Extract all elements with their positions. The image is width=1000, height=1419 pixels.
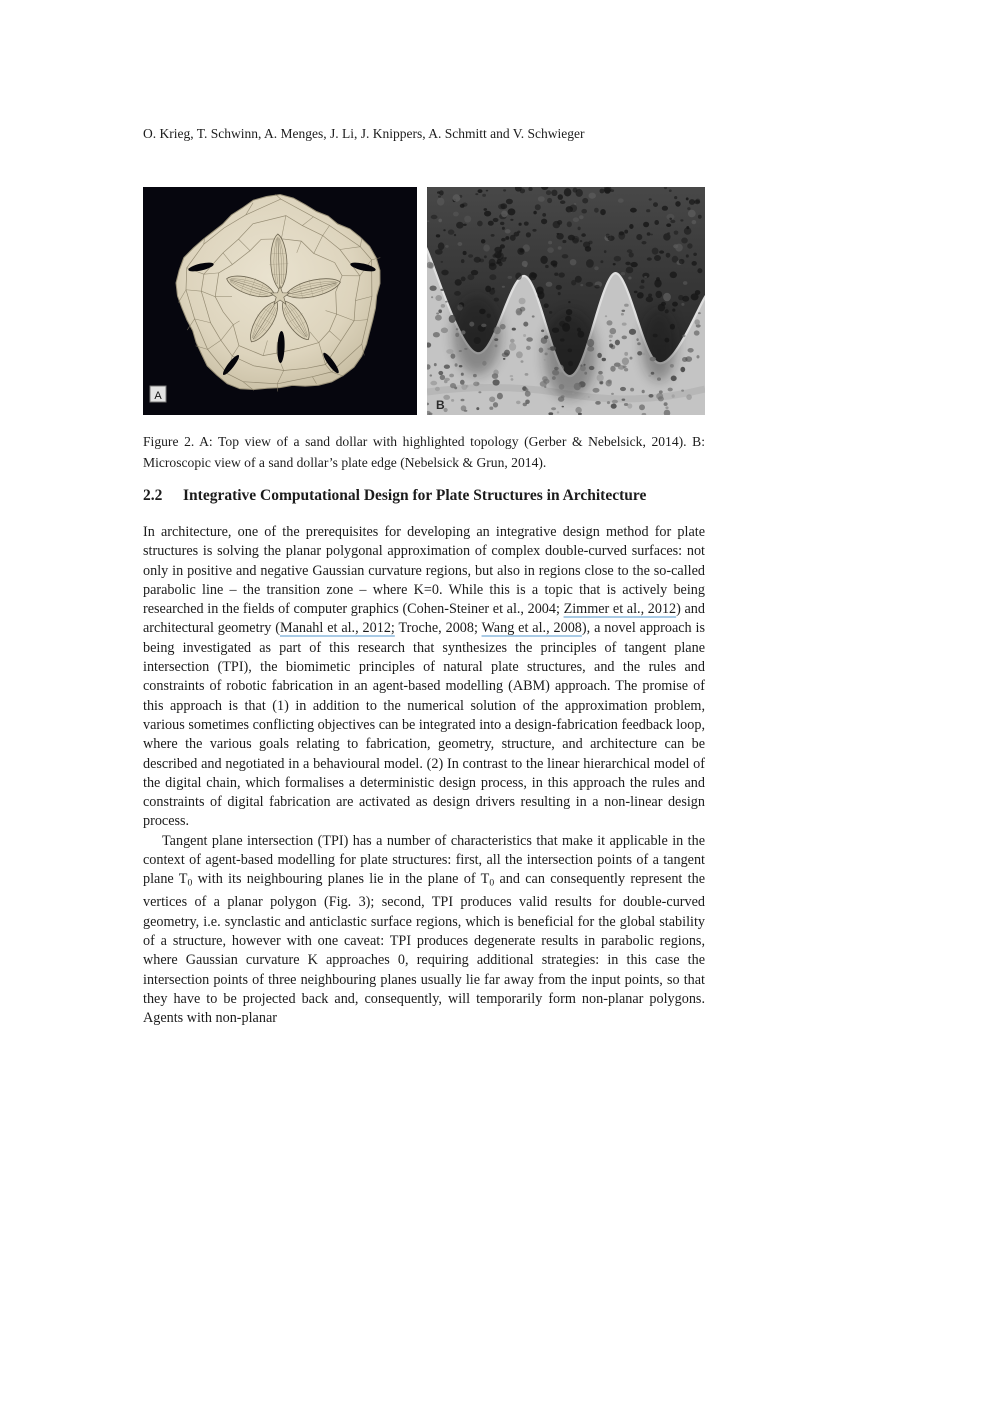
figure-2-panel-b-image — [427, 187, 705, 415]
paragraph-text: ) and architectural geometry ( — [143, 601, 705, 637]
paragraph-1 — [143, 523, 705, 832]
section-title: Integrative Computational Design for Plate Structures in Architecture — [183, 487, 647, 504]
body-text — [143, 523, 705, 1028]
subscript-t0: 0 — [489, 878, 495, 890]
micrograph-drawing — [427, 187, 705, 415]
figure-label-a — [150, 386, 166, 402]
paragraph-text: Troche, 2008; — [394, 620, 482, 637]
paragraph-text: In architecture, one of the prerequisites for developing an integrative design method for plate structures is solving the planar polygonal approximation of complex double-curved surfaces: not only in positive and negative Gaussian curvature regions, but also in regions close to the so-called parabolic line – the transition zone – where K=0. While this is a topic that is actively being researched in the fields of computer graphics (Cohen-Steiner et al., 2004; — [143, 524, 705, 618]
running-header: O. Krieg, T. Schwinn, A. Menges, J. Li, J. Knippers, A. Schmitt and V. Schwieger — [143, 126, 585, 141]
paragraph-2 — [143, 832, 705, 1029]
figure-caption: Figure 2. A: Top view of a sand dollar with highlighted topology (Gerber & Nebelsick, 2014). B: Microscopic view of a sand dollar’s plate edge (Nebelsick & Grun, 2014). — [143, 434, 705, 470]
citation-link-wang[interactable]: Wang et al., 2008 — [481, 620, 582, 637]
figure-label-b: B — [436, 398, 445, 412]
figure-2 — [143, 187, 706, 415]
paragraph-text: and can consequently represent the vertices of a planar polygon (Fig. 3); second, TPI produces valid results for double-curved geometry, i.e. synclastic and anticlastic surface regions, which is beneficial for the global stability of a structure, however with one caveat: TPI produces degenerate results in parabolic regions, where Gaussian curvature K approaches 0, requiring additional strategies: in this case the intersection points of three neighbouring planes usually lie far away from the input points, so that they have to be projected back and, consequently, will temporarily form non-planar polygons. Agents with non-planar — [143, 871, 705, 1027]
figure-2-panel-a-image — [143, 187, 417, 415]
section-number: 2.2 — [143, 487, 163, 504]
subscript-t0: 0 — [187, 878, 193, 890]
section-heading — [143, 487, 705, 505]
paragraph-text: Tangent plane intersection (TPI) has a number of characteristics that make it applicable in the context of agent-based modelling for plate structures: first, all the intersection points of a tangent plane T — [143, 832, 705, 888]
citation-link-zimmer[interactable]: Zimmer et al., 2012 — [563, 601, 677, 618]
paragraph-text: with its neighbouring planes lie in the plane of T — [192, 871, 490, 888]
paragraph-text: ), a novel approach is being investigated as part of this research that synthesizes the principles of tangent plane intersection (TPI), the biomimetic principles of natural plate structures, and the rules and constraints of robotic fabrication in an agent-based modelling (ABM) approach. The promise of this approach is that (1) in addition to the numerical solution of the approximation problem, various sometimes conflicting objectives can be integrated into a design-fabrication feedback loop, where the various goals relating to fabrication, geometry, structure, and architecture can be described and negotiated in a behavioural model. (2) In contrast to the linear hierarchical model of the digital chain, which formalises a deterministic design process, in this approach the rules and constraints of digital fabrication are activated as design drivers resulting in a non-linear design process. — [143, 620, 705, 830]
svg-text:A: A — [154, 390, 162, 402]
citation-link-manahl[interactable]: Manahl et al., 2012; — [279, 620, 395, 637]
